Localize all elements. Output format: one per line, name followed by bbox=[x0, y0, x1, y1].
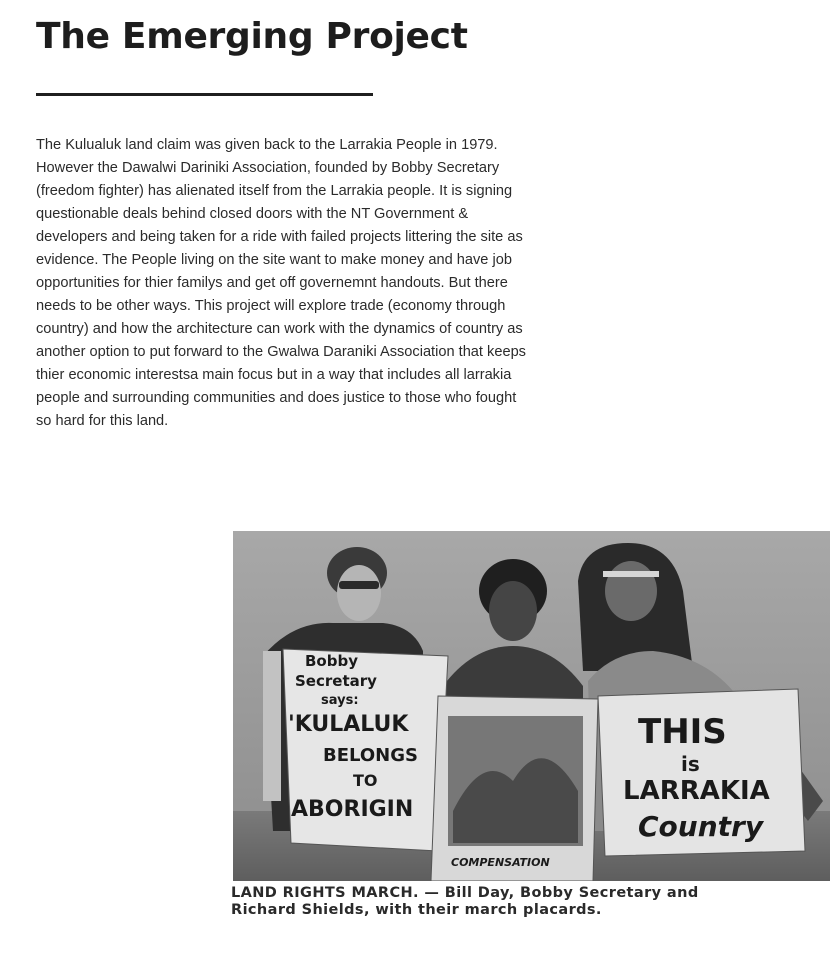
placard-left-line: Secretary bbox=[295, 672, 377, 690]
placard-right-line: THIS bbox=[638, 712, 727, 752]
placard-left bbox=[283, 649, 448, 851]
body-paragraph bbox=[36, 134, 581, 433]
caption-line: Richard Shields, with their march placards. bbox=[231, 902, 602, 918]
placard-left-line: TO bbox=[353, 771, 378, 790]
body-line: developers and being taken for a ride with failed projects littering the site as bbox=[36, 229, 523, 245]
placard-left-line: ABORIGIN bbox=[291, 797, 414, 822]
body-line: so hard for this land. bbox=[36, 413, 169, 429]
placard-left-line: says: bbox=[321, 693, 359, 708]
placard-right-line: LARRAKIA bbox=[623, 776, 770, 806]
body-line: country) and how the architecture can work with the dynamics of country as bbox=[36, 321, 523, 337]
body-line: (freedom fighter) has alienated itself from the Larrakia people. It is signing bbox=[36, 183, 513, 199]
body-line: However the Dawalwi Dariniki Association, founded by Bobby Secretary bbox=[36, 160, 500, 176]
placard-right-line: Country bbox=[638, 810, 764, 843]
placard-left-line: BELONGS bbox=[323, 745, 418, 766]
body-line: questionable deals behind closed doors with the NT Government & bbox=[36, 206, 469, 222]
body-line: needs to be other ways. This project will explore trade (economy through bbox=[36, 298, 506, 314]
land-rights-march-photo bbox=[233, 531, 830, 881]
body-line: another option to put forward to the Gwalwa Daraniki Association that keeps bbox=[36, 344, 526, 360]
placard-left-line: Bobby bbox=[305, 652, 358, 670]
caption-line: LAND RIGHTS MARCH. — Bill Day, Bobby Secretary and bbox=[231, 885, 699, 901]
photo-caption bbox=[231, 885, 836, 919]
body-line: opportunities for thier familys and get off governemnt handouts. But there bbox=[36, 275, 508, 291]
placard-middle bbox=[431, 696, 598, 881]
page-title: The Emerging Project bbox=[36, 16, 468, 57]
body-line: The Kulualuk land claim was given back to the Larrakia People in 1979. bbox=[36, 137, 498, 153]
placard-middle-line: COMPENSATION bbox=[451, 856, 550, 869]
body-line: people and surrounding communities and does justice to those who fought bbox=[36, 390, 517, 406]
placard-left-line: 'KULALUK bbox=[288, 712, 409, 737]
body-line: thier economic interestsa main focus but in a way that includes all larrakia bbox=[36, 367, 512, 383]
title-divider bbox=[36, 93, 373, 96]
placard-right bbox=[598, 689, 805, 856]
body-line: evidence. The People living on the site want to make money and have job bbox=[36, 252, 512, 268]
placard-right-line: is bbox=[681, 752, 700, 776]
